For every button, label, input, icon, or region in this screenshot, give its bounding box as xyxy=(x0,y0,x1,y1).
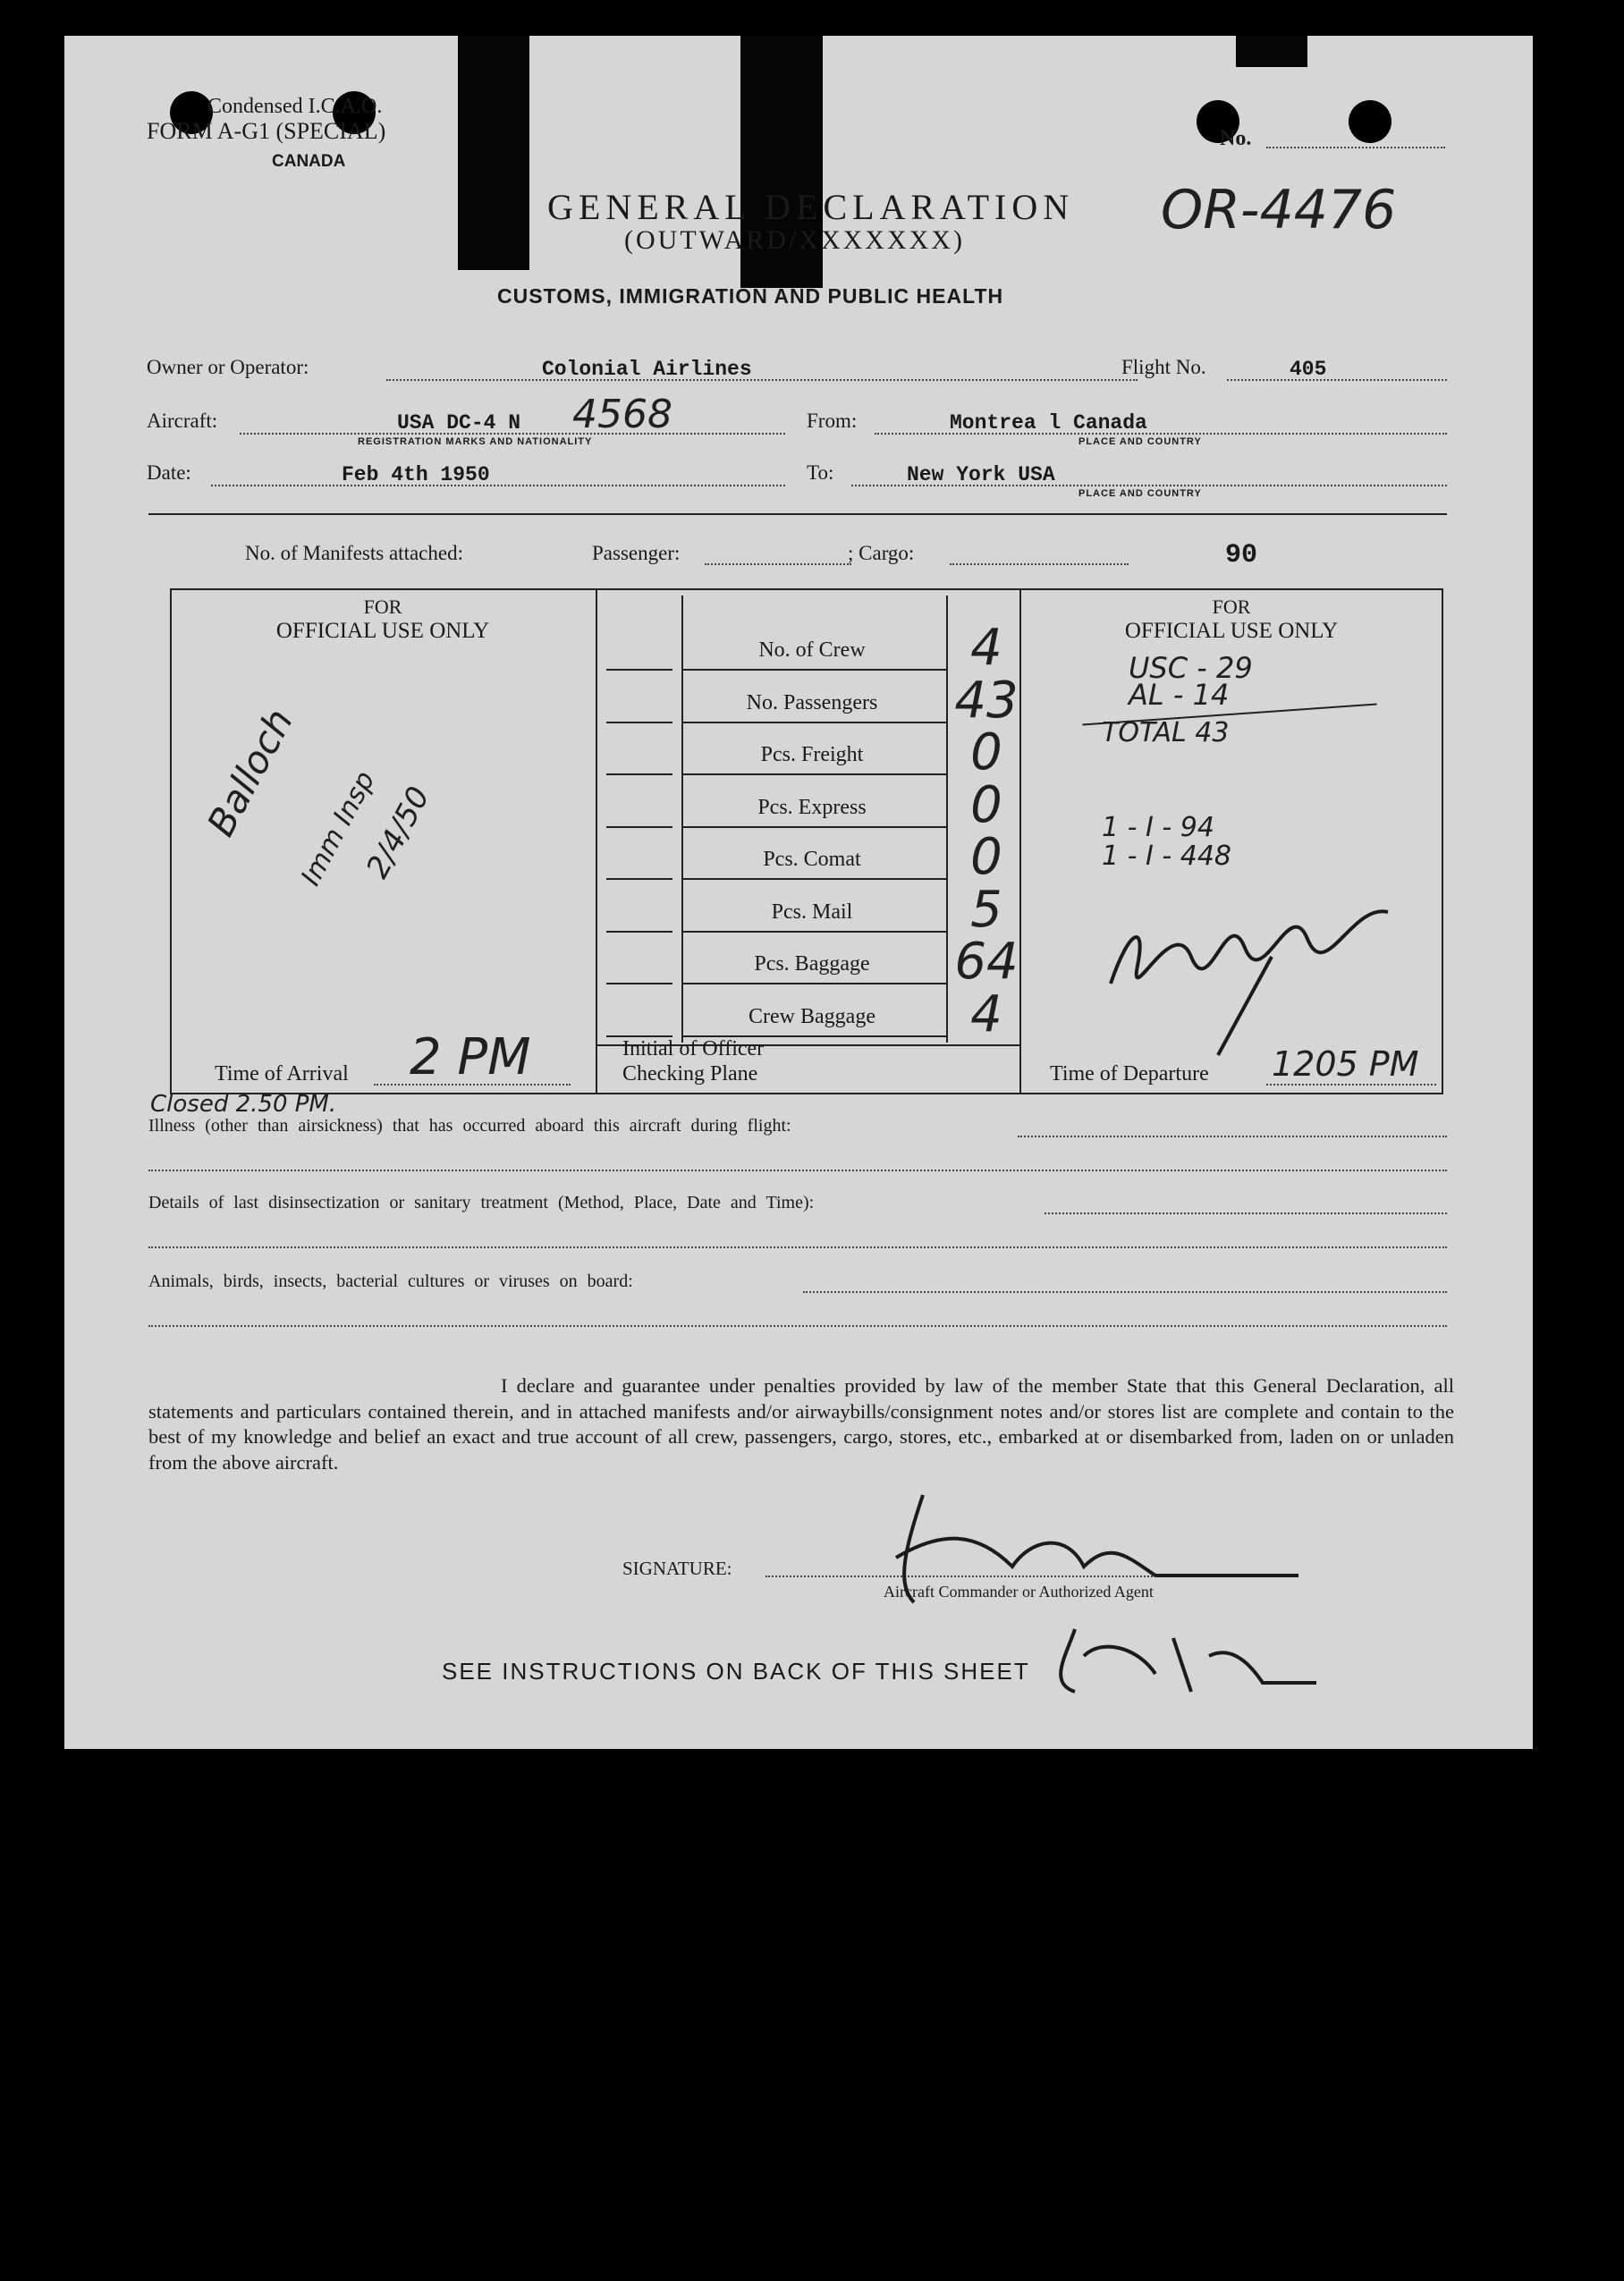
departure-label: Time of Departure xyxy=(1050,1062,1209,1086)
from-caption: PLACE AND COUNTRY xyxy=(1078,436,1202,447)
row-dash xyxy=(606,669,672,671)
row-label: Pcs. Baggage xyxy=(754,952,870,976)
officer-signature-graphic xyxy=(1093,876,1415,1064)
cargo-manifest-label: ; Cargo: xyxy=(848,542,915,564)
row-value: 4 xyxy=(970,619,1002,677)
row-label: Crew Baggage xyxy=(749,1004,875,1028)
right-note-1: USC - 29 xyxy=(1129,651,1253,685)
right-official-header-2: OFFICIAL USE ONLY xyxy=(1124,619,1339,643)
departure-line xyxy=(1266,1084,1436,1086)
no-label: No. xyxy=(1220,127,1252,150)
owner-label: Owner or Operator: xyxy=(147,356,309,378)
to-value: New York USA xyxy=(907,463,1055,486)
left-note-3: 2/4/50 xyxy=(359,781,437,884)
row-dash xyxy=(606,826,672,828)
flight-label: Flight No. xyxy=(1121,356,1206,378)
row-label: Pcs. Express xyxy=(757,795,867,819)
row-dash xyxy=(606,722,672,723)
signature-label: SIGNATURE: xyxy=(622,1558,732,1579)
closed-note: Closed 2.50 PM. xyxy=(150,1091,337,1118)
redaction-block-left xyxy=(458,36,529,270)
row-value: 0 xyxy=(970,828,1002,886)
row-rule xyxy=(681,878,946,880)
form-title: GENERAL DECLARATION xyxy=(547,187,1075,227)
date-label: Date: xyxy=(147,461,191,484)
row-rule xyxy=(681,826,946,828)
arrival-value: 2 PM xyxy=(410,1028,531,1086)
departure-value: 1205 PM xyxy=(1272,1044,1419,1084)
row-label: No. Passengers xyxy=(746,690,878,714)
left-official-header-2: OFFICIAL USE ONLY xyxy=(275,619,490,643)
row-label: No. of Crew xyxy=(758,638,866,662)
from-value: Montrea l Canada xyxy=(950,411,1147,435)
left-official-header-1: FOR xyxy=(363,596,402,618)
row-value: 43 xyxy=(954,671,1019,730)
form-code: FORM A-G1 (SPECIAL) xyxy=(147,118,386,144)
aircraft-label: Aircraft: xyxy=(147,410,218,432)
row-dash xyxy=(606,773,672,775)
owner-line xyxy=(386,379,1138,381)
row-value: 0 xyxy=(970,775,1002,834)
header-divider xyxy=(148,513,1447,515)
left-note-2: Imm Insp xyxy=(295,765,382,891)
aircraft-value: USA DC-4 N xyxy=(397,411,521,435)
row-rule xyxy=(681,773,946,775)
row-rule xyxy=(681,669,946,671)
disinsectization-label: Details of last disinsectization or sanitary treatment (Method, Place, Date and Time): xyxy=(148,1193,815,1212)
illness-line-2 xyxy=(148,1170,1447,1171)
from-label: From: xyxy=(807,410,858,432)
row-dash xyxy=(606,983,672,984)
flight-line xyxy=(1227,379,1447,381)
row-rule xyxy=(681,983,946,984)
right-note-5: 1 - I - 448 xyxy=(1102,841,1231,872)
row-value: 5 xyxy=(970,880,1002,939)
punch-hole-4 xyxy=(1349,100,1391,143)
redaction-block-right xyxy=(1236,36,1307,67)
arrival-label: Time of Arrival xyxy=(215,1062,349,1086)
row-dash xyxy=(606,931,672,933)
animals-line-1 xyxy=(803,1291,1447,1293)
table-label-col-left xyxy=(681,596,683,1043)
instructions-footer: SEE INSTRUCTIONS ON BACK OF THIS SHEET xyxy=(442,1658,1030,1685)
right-note-2: AL - 14 xyxy=(1129,678,1230,712)
disinsectization-line-1 xyxy=(1045,1212,1447,1214)
passenger-manifest-line xyxy=(705,563,851,565)
illness-label: Illness (other than airsickness) that has occurred aboard this aircraft during flight: xyxy=(148,1116,791,1136)
department-heading: CUSTOMS, IMMIGRATION AND PUBLIC HEALTH xyxy=(497,284,1004,308)
manifests-label: No. of Manifests attached: xyxy=(245,542,463,564)
passenger-manifest-label: Passenger: xyxy=(592,542,681,564)
to-caption: PLACE AND COUNTRY xyxy=(1078,488,1202,499)
disinsectization-line-2 xyxy=(148,1246,1447,1248)
aircraft-caption: REGISTRATION MARKS AND NATIONALITY xyxy=(358,436,593,447)
animals-line-2 xyxy=(148,1325,1447,1327)
row-label: Pcs. Comat xyxy=(763,848,861,871)
row-label: Pcs. Freight xyxy=(760,743,864,766)
date-value: Feb 4th 1950 xyxy=(342,463,490,486)
initial-label-1: Initial of Officer xyxy=(622,1037,765,1060)
row-rule xyxy=(681,931,946,933)
row-value: 64 xyxy=(954,933,1019,991)
right-note-4: 1 - I - 94 xyxy=(1102,812,1214,843)
right-note-3: TOTAL 43 xyxy=(1102,717,1230,748)
initial-label-2: Checking Plane xyxy=(622,1062,758,1086)
illness-line-1 xyxy=(1018,1136,1447,1137)
row-value: 0 xyxy=(970,723,1002,781)
row-label: Pcs. Mail xyxy=(771,900,853,924)
row-rule xyxy=(681,722,946,723)
aircraft-handwritten: 4568 xyxy=(572,392,672,437)
animals-label: Animals, birds, insects, bacterial cultures or viruses on board: xyxy=(148,1271,633,1291)
handwritten-form-number: OR-4476 xyxy=(1161,179,1397,241)
owner-value: Colonial Airlines xyxy=(542,358,752,381)
left-note-1: Balloch xyxy=(199,701,302,844)
table-divider-left xyxy=(596,588,597,1094)
to-label: To: xyxy=(807,461,834,484)
flight-value: 405 xyxy=(1290,358,1327,381)
cargo-manifest-value: 90 xyxy=(1225,540,1258,570)
no-line xyxy=(1266,147,1445,148)
condensed-label: Condensed I.C.A.O. xyxy=(207,95,383,118)
country-label: CANADA xyxy=(272,152,346,171)
signature-caption: Aircraft Commander or Authorized Agent xyxy=(884,1583,1154,1601)
row-value: 4 xyxy=(970,984,1002,1043)
declaration-text: I declare and guarantee under penalties provided by law of the member State that this General Declaration, all statements and particulars contained therein, and in attached manifests and/or airwaybills/consignment notes and/or stores list are complete and contain to the best of my knowledge and belief an exact and true account of all crew, passengers, cargo, stores, etc., embarked at or disembarked from, laden on or unladen from the above aircraft. xyxy=(148,1374,1454,1474)
right-official-header-1: FOR xyxy=(1212,596,1251,618)
form-subtitle: (OUTWARD/XXXXXXX) xyxy=(624,225,965,255)
declaration-form-sheet xyxy=(64,36,1533,1749)
cargo-manifest-line xyxy=(950,563,1129,565)
date-line xyxy=(211,485,785,486)
row-dash xyxy=(606,878,672,880)
